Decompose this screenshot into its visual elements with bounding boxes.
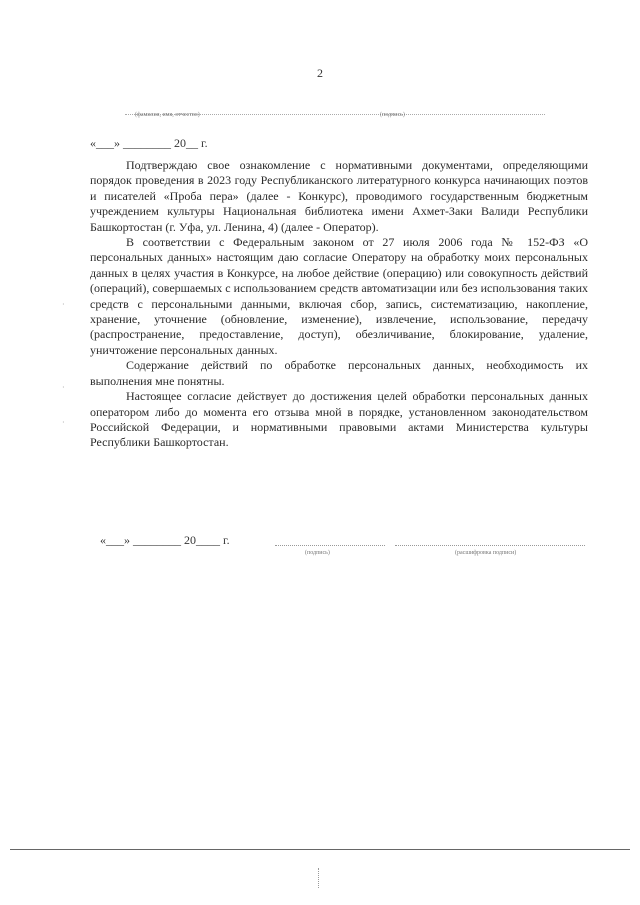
bottom-name-line xyxy=(395,545,585,546)
margin-mark: · xyxy=(62,418,65,427)
date-line: «___» ________ 20__ г. xyxy=(90,136,208,150)
top-signature-caption-right: (подпись) xyxy=(380,112,405,118)
margin-mark: · xyxy=(62,300,65,309)
bottom-signature-line xyxy=(275,545,385,546)
footer-rule xyxy=(10,849,630,850)
top-signature-caption-left: (фамилия, имя, отчество) xyxy=(135,112,200,118)
bottom-date: «___» ________ 20____ г. xyxy=(100,533,230,547)
margin-mark: · xyxy=(62,383,65,392)
bottom-signature-caption: (подпись) xyxy=(305,550,330,556)
paragraph-acknowledgement: Подтверждаю свое ознакомление с нормативными документами, определяющими порядок проведения в 2023 году Республиканского литературного конкурса начинающих поэтов и писателей «Проба пера» (далее - Конкурс), проводимого государственным бюджетным учреждением культуры Национальная библиотека имени Ахмет-Заки Валиди Республики Башкортостан (г. Уфа, ул. Ленина, 4) (далее - Оператор). xyxy=(90,158,588,234)
document-body xyxy=(90,158,588,451)
paragraph-validity: Настоящее согласие действует до достижения целей обработки персональных данных оператором либо до момента его отзыва мной в порядке, установленном законодательством Российской Федерации, и нормативными правовыми актами Министерства культуры Республики Башкортостан. xyxy=(90,389,588,450)
bottom-name-caption: (расшифровка подписи) xyxy=(455,550,517,556)
paragraph-consent: В соответствии с Федеральным законом от 27 июля 2006 года № 152-ФЗ «О персональных данных» настоящим даю согласие Оператору на обработку моих персональных данных в целях участия в Конкурсе, на любое действие (операцию) или совокупность действий (операций), совершаемых с использованием средств автоматизации или без использования таких средств с персональными данными, включая сбор, запись, систематизацию, накопление, хранение, уточнение (обновление, изменение), извлечение, использование, передачу (распространение, предоставление, доступ), обезличивание, блокирование, удаление, уничтожение персональных данных. xyxy=(90,235,588,357)
paragraph-understanding: Содержание действий по обработке персональных данных, необходимость их выполнения мне понятны. xyxy=(90,358,588,388)
footer-mark xyxy=(318,868,321,888)
page-number: 2 xyxy=(317,66,323,80)
